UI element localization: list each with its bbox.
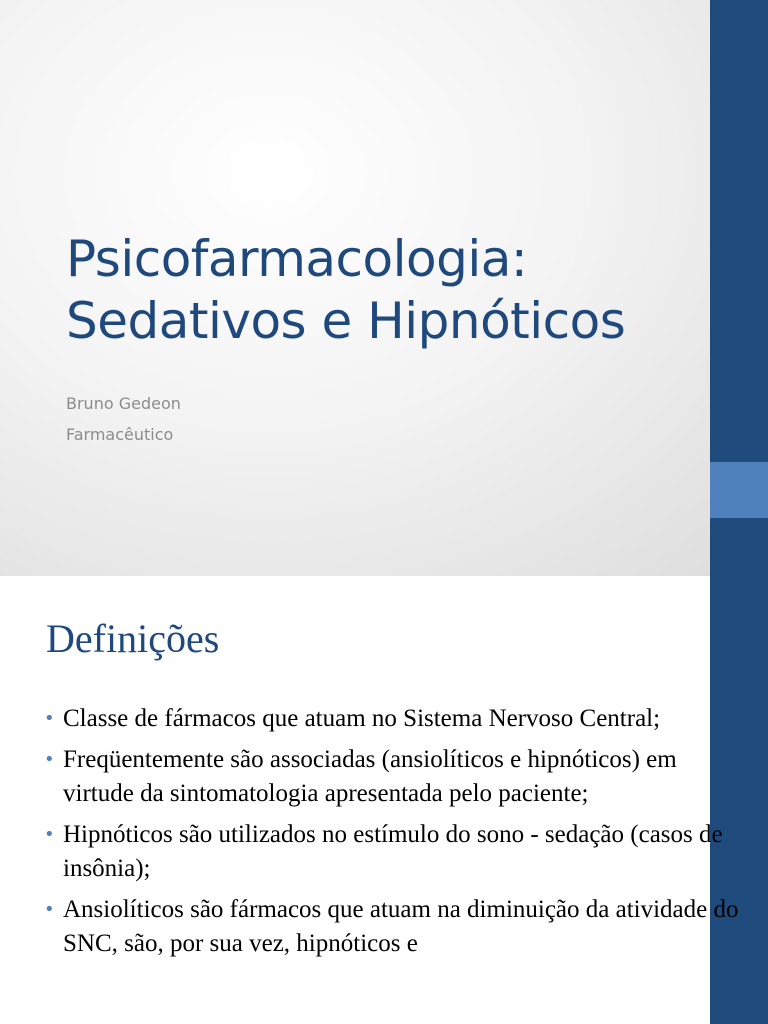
slide-subtitle	[66, 388, 181, 450]
author-name: Bruno Gedeon	[66, 394, 181, 413]
bullet-list	[44, 702, 744, 968]
side-decor-accent	[710, 462, 768, 518]
bullet-text: Classe de fármacos que atuam no Sistema Nervoso Central;	[63, 705, 661, 732]
list-item	[44, 702, 744, 736]
slide-title-line-1: Psicofarmacologia:	[66, 230, 528, 288]
slide-title	[66, 228, 706, 352]
bullet-icon: •	[44, 899, 55, 920]
bullet-text: Freqüentemente são associadas (ansiolíticos e hipnóticos) em virtude da sintomatologia apresentada pelo paciente;	[63, 746, 677, 807]
bullet-icon: •	[44, 708, 55, 729]
list-item	[44, 818, 744, 886]
content-slide	[0, 576, 768, 1024]
bullet-text: Ansiolíticos são fármacos que atuam na diminuição da atividade do SNC, são, por sua vez, hipnóticos e	[63, 896, 739, 957]
section-heading: Definições	[46, 616, 220, 661]
bullet-text: Hipnóticos são utilizados no estímulo do sono - sedação (casos de insônia);	[63, 821, 723, 882]
slide-title-line-2: Sedativos e Hipnóticos	[66, 292, 626, 350]
list-item	[44, 893, 744, 961]
author-role: Farmacêutico	[66, 425, 174, 444]
bullet-icon: •	[44, 749, 55, 770]
list-item	[44, 743, 744, 811]
bullet-icon: •	[44, 824, 55, 845]
